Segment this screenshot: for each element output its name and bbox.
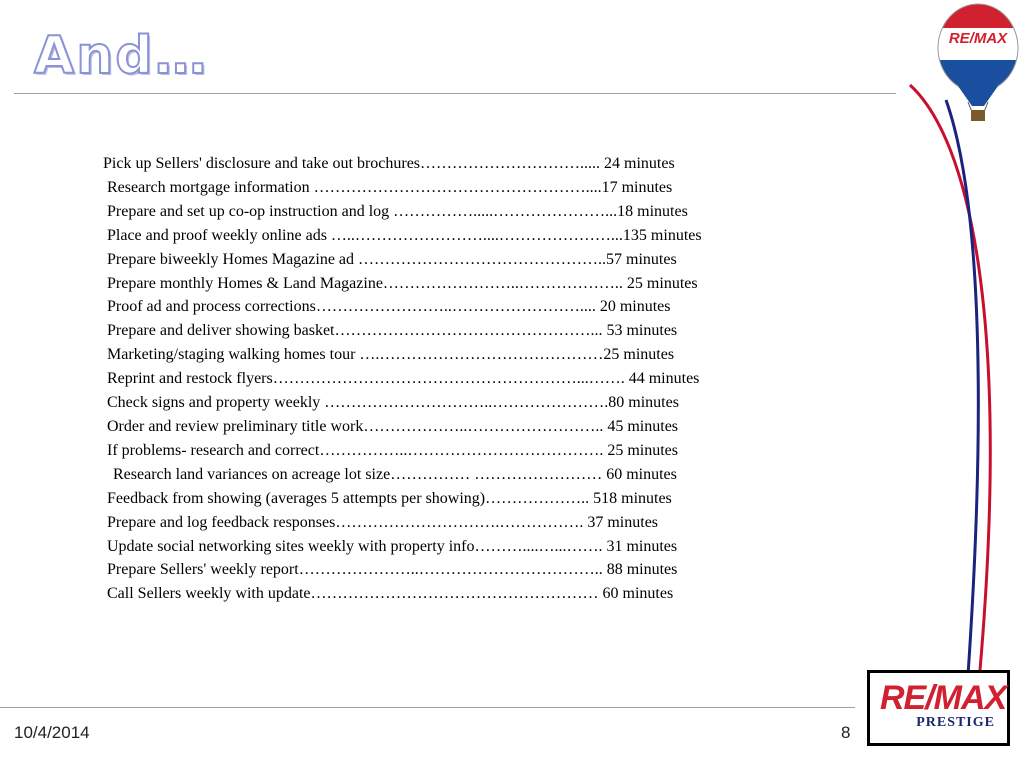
remax-prestige-logo (867, 670, 1010, 746)
footer-date: 10/4/2014 (14, 723, 90, 742)
list-item: Proof ad and process corrections……………………..…………………….... 20 minutes (107, 298, 671, 316)
list-item: Marketing/staging walking homes tour ….……………………………………25 minutes (107, 346, 675, 364)
title-divider (14, 93, 896, 94)
list-item: Research mortgage information ……………………………………………....17 minutes (107, 178, 673, 196)
list-item: Order and review preliminary title work………………..…………………….. 45 minutes (107, 417, 679, 435)
list-item: Place and proof weekly online ads …..……………………....…………………...135 minutes (107, 226, 702, 244)
list-item: Pick up Sellers' disclosure and take out brochures…………………………..... 24 minutes (103, 155, 675, 172)
footer-divider (0, 707, 855, 708)
decorative-curves (900, 80, 1024, 680)
list-item: Update social networking sites weekly with property info………....…...……. 31 minutes (107, 537, 678, 555)
list-item: Feedback from showing (averages 5 attempts per showing)……………….. 518 minutes (107, 489, 672, 507)
list-item: Prepare and set up co-op instruction and log …………….....…………………...18 minutes (107, 202, 688, 220)
list-item: Reprint and restock flyers…………………………………………………...……. 44 minutes (107, 370, 700, 388)
list-item: Call Sellers weekly with update……………………………………………… 60 minutes (107, 585, 674, 603)
list-item: Prepare and deliver showing basket…………………………………………... 53 minutes (107, 322, 678, 340)
list-item: Prepare Sellers' weekly report…………………..…………………………….. 88 minutes (107, 561, 678, 579)
list-item: Research land variances on acreage lot size…………… …………………… 60 minutes (113, 465, 677, 483)
list-item: Prepare and log feedback responses………………………….……………. 37 minutes (107, 513, 659, 531)
list-item: If problems- research and correct……………..………………………………. 25 minutes (107, 441, 678, 459)
slide-title: And… (34, 26, 209, 86)
page-number: 8 (841, 723, 851, 742)
list-item: Check signs and property weekly …………………………..………………….80 minutes (107, 394, 679, 412)
logo-brand: RE/MAX (880, 679, 1007, 717)
balloon-brand-text: RE/MAX (948, 30, 1008, 47)
list-item: Prepare monthly Homes & Land Magazine……………………..……………….. 25 minutes (107, 274, 698, 292)
time-breakdown-list (100, 152, 840, 606)
logo-office: PRESTIGE (916, 715, 995, 730)
list-item: Prepare biweekly Homes Magazine ad ………………………………………..57 minutes (107, 250, 677, 268)
